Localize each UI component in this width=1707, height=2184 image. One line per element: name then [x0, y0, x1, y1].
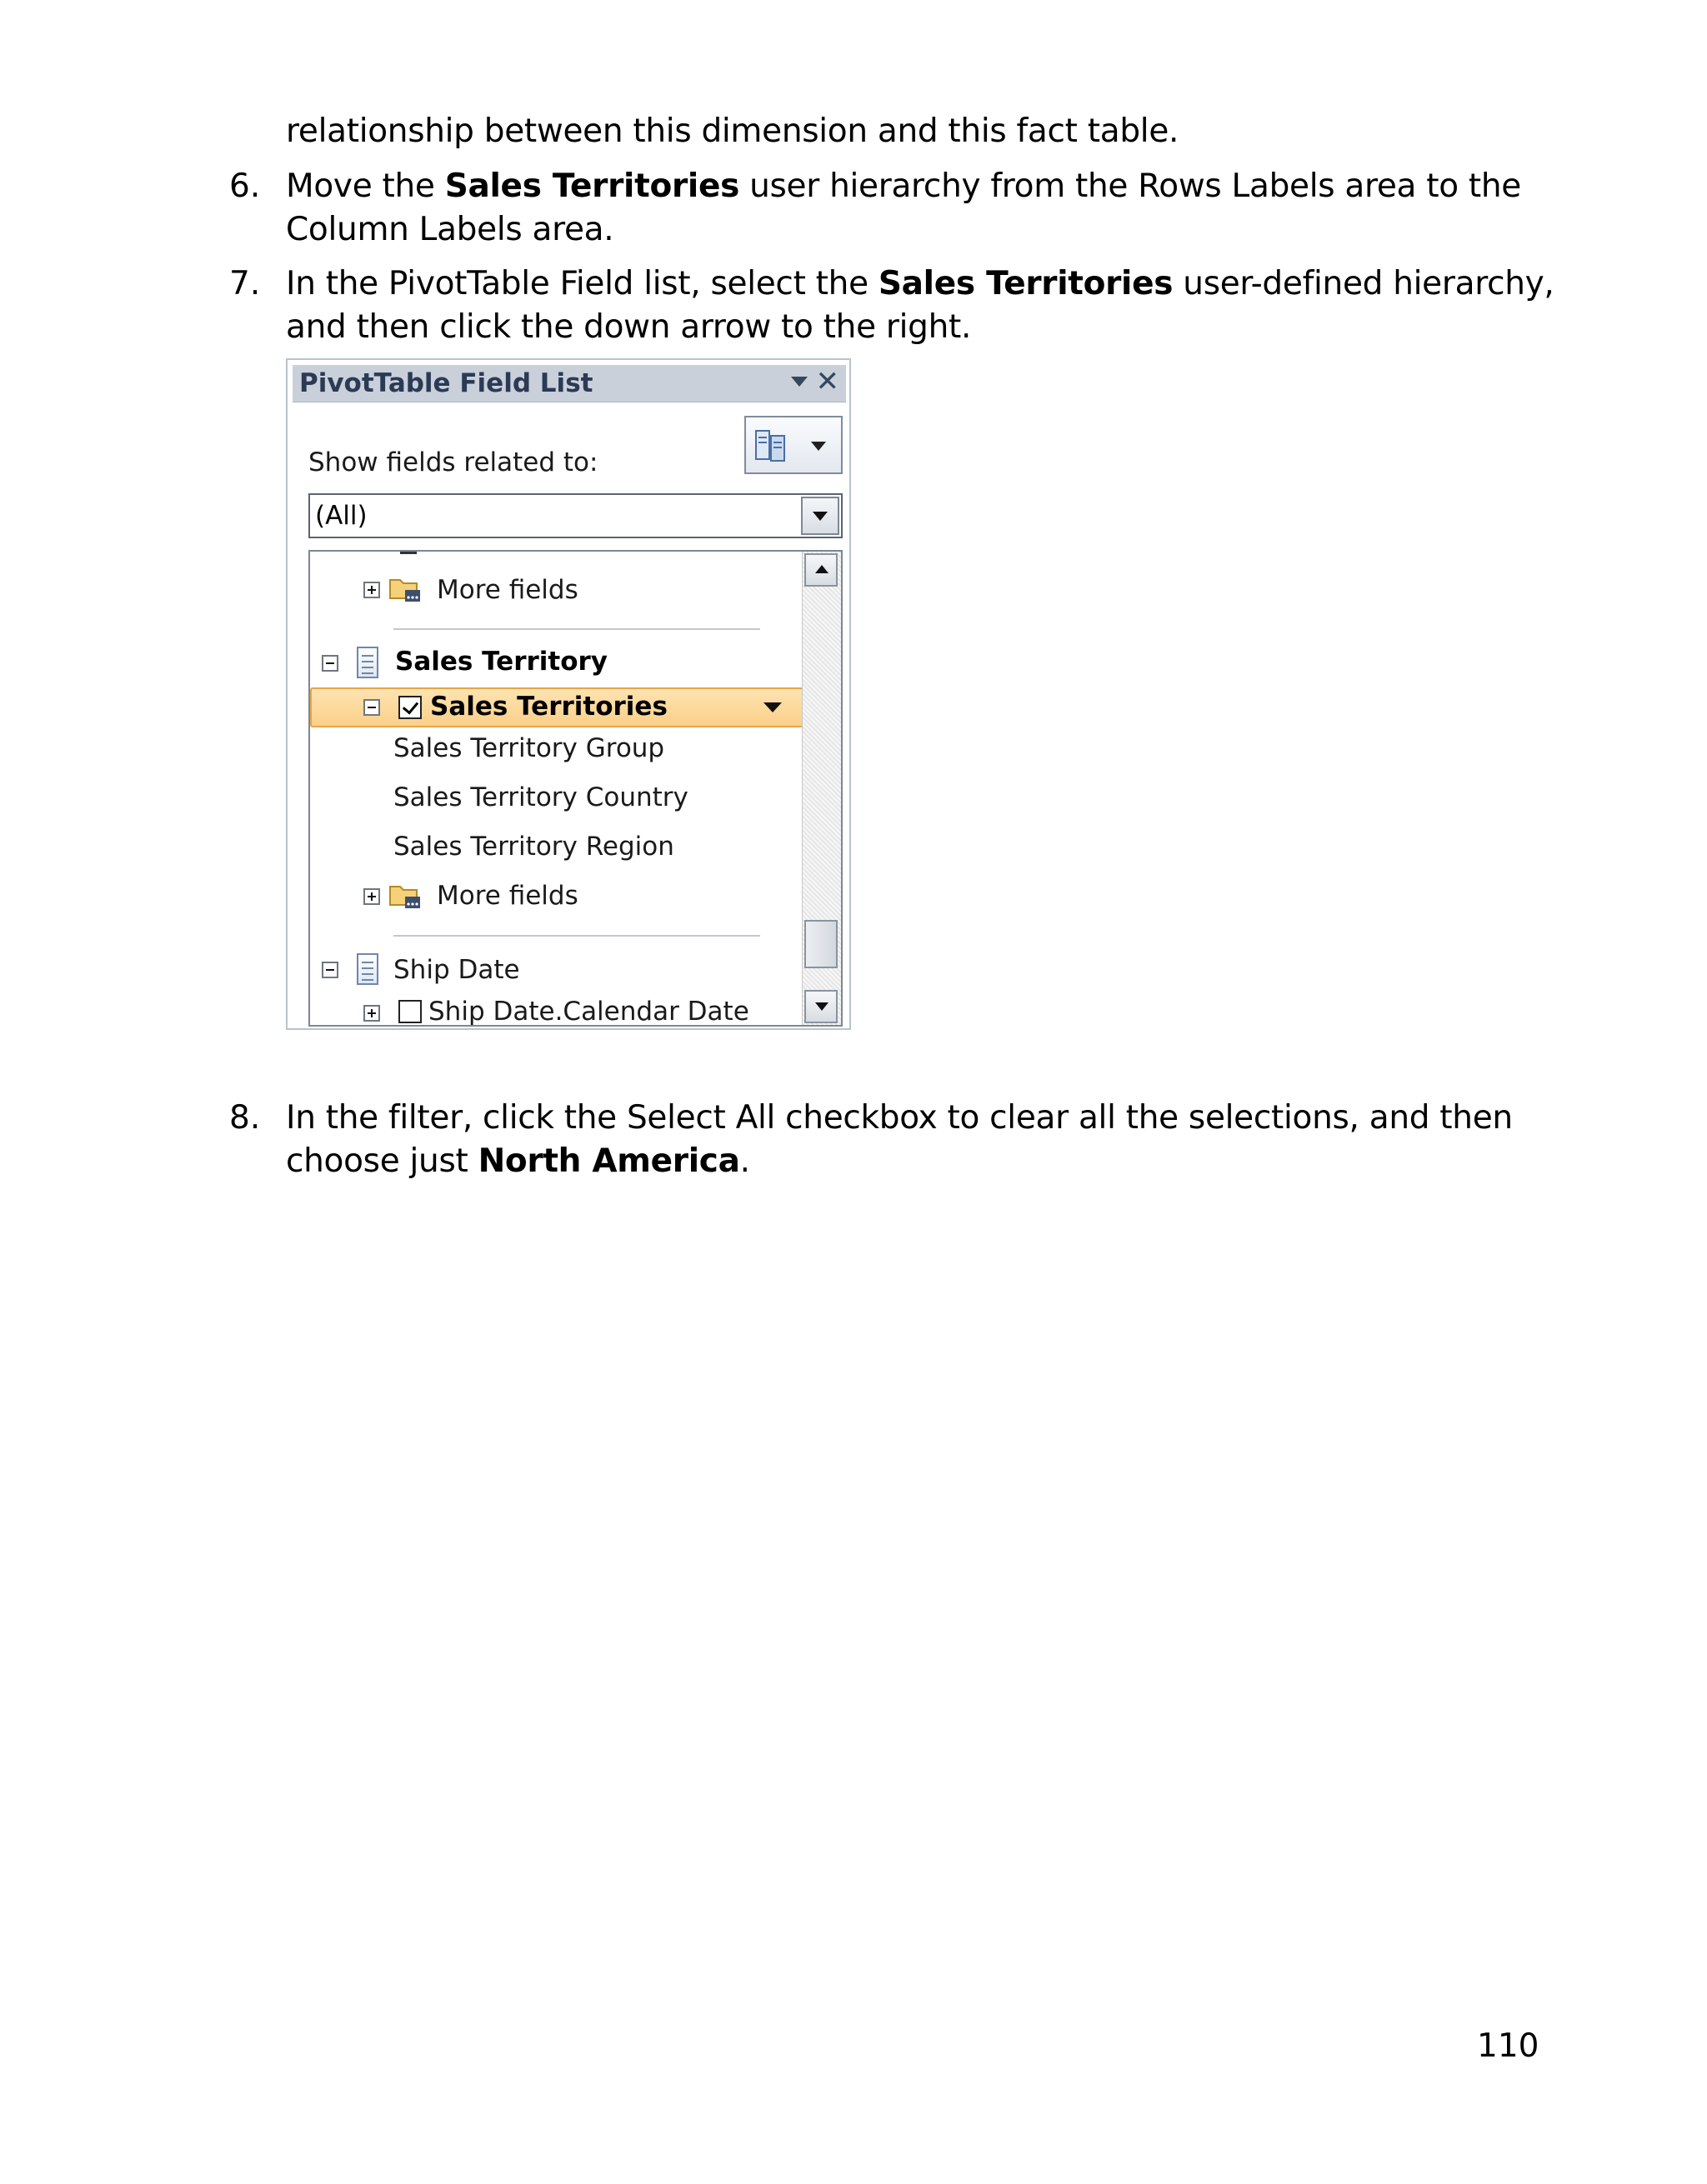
scroll-down-button[interactable]: [804, 990, 838, 1023]
step-8-number: 8.: [229, 1099, 261, 1137]
ship-date-calendar-checkbox[interactable]: [398, 1000, 422, 1023]
vertical-scrollbar[interactable]: [802, 552, 841, 1025]
panel-title-bar: [293, 365, 846, 402]
pivottable-field-list-panel: [286, 358, 851, 1030]
collapse-sales-territory-icon[interactable]: [322, 655, 338, 672]
step-8-bold: North America: [478, 1142, 740, 1180]
step-6-bold: Sales Territories: [444, 167, 740, 205]
dimension-table-icon: [357, 647, 378, 678]
chevron-down-icon: [811, 442, 826, 451]
hierarchy-dropdown-arrow-icon[interactable]: [763, 702, 782, 712]
step-6-pre: Move the: [286, 167, 445, 205]
step-7-number: 7.: [229, 265, 261, 302]
collapse-ship-date-icon[interactable]: [322, 962, 338, 978]
step-7-pre: In the PivotTable Field list, select the: [286, 265, 879, 302]
sales-territory-region-label[interactable]: Sales Territory Region: [393, 832, 674, 862]
step-8-pre: choose just: [286, 1142, 478, 1180]
step-6-number: 6.: [229, 167, 261, 205]
step-8-post: .: [739, 1142, 750, 1180]
separator: [393, 628, 760, 630]
show-fields-label: Show fields related to:: [308, 447, 598, 477]
folder-icon: [388, 882, 422, 910]
ship-date-calendar-label[interactable]: Ship Date.Calendar Date: [428, 997, 749, 1027]
combo-dropdown-button[interactable]: [801, 497, 839, 535]
scroll-up-button[interactable]: [804, 553, 838, 587]
separator: [393, 935, 760, 937]
panel-options-arrow-icon[interactable]: [791, 377, 808, 387]
continuation-text: relationship between this dimension and this fact table.: [286, 112, 1179, 150]
step-7-bold: Sales Territories: [878, 265, 1174, 302]
folder-icon: [388, 575, 422, 603]
step-7-line-1: [286, 262, 1554, 306]
collapse-sales-territories-icon[interactable]: [363, 699, 380, 716]
scroll-thumb[interactable]: [804, 920, 838, 968]
expand-more-fields-1-icon[interactable]: [363, 582, 380, 598]
page-number: 110: [1477, 2027, 1539, 2065]
expand-more-fields-2-icon[interactable]: [363, 888, 380, 905]
sales-territory-label[interactable]: Sales Territory: [395, 647, 608, 677]
sales-territories-label[interactable]: Sales Territories: [430, 692, 668, 722]
field-tree-list[interactable]: [308, 550, 843, 1027]
sales-territory-country-label[interactable]: Sales Territory Country: [393, 782, 688, 812]
dimension-table-icon: [357, 953, 378, 985]
more-fields-1-label[interactable]: More fields: [437, 575, 578, 605]
show-fields-combo[interactable]: [308, 493, 843, 538]
expand-ship-date-calendar-icon[interactable]: [363, 1005, 380, 1022]
step-6-post: user hierarchy from the Rows Labels area to the: [739, 167, 1521, 205]
sales-territories-checkbox[interactable]: [398, 696, 422, 719]
ship-date-label[interactable]: Ship Date: [393, 955, 520, 985]
field-list-layout-button[interactable]: [744, 416, 843, 474]
step-8-line-1: In the filter, click the Select All checkbox to clear all the selections, and then: [286, 1099, 1513, 1137]
step-6-line-1: [286, 165, 1521, 208]
close-icon[interactable]: ✕: [815, 365, 839, 398]
clipped-checkbox-edge: [400, 552, 417, 554]
panel-title: PivotTable Field List: [299, 368, 593, 398]
step-7-post: user-defined hierarchy,: [1173, 265, 1554, 302]
more-fields-2-label[interactable]: More fields: [437, 881, 578, 911]
layout-icon: [754, 427, 788, 464]
step-6-line-2: Column Labels area.: [286, 211, 614, 248]
sales-territory-group-label[interactable]: Sales Territory Group: [393, 733, 665, 763]
step-8-line-2: [286, 1140, 750, 1183]
combo-value: (All): [315, 501, 368, 531]
step-7-line-2: and then click the down arrow to the right.: [286, 308, 972, 346]
